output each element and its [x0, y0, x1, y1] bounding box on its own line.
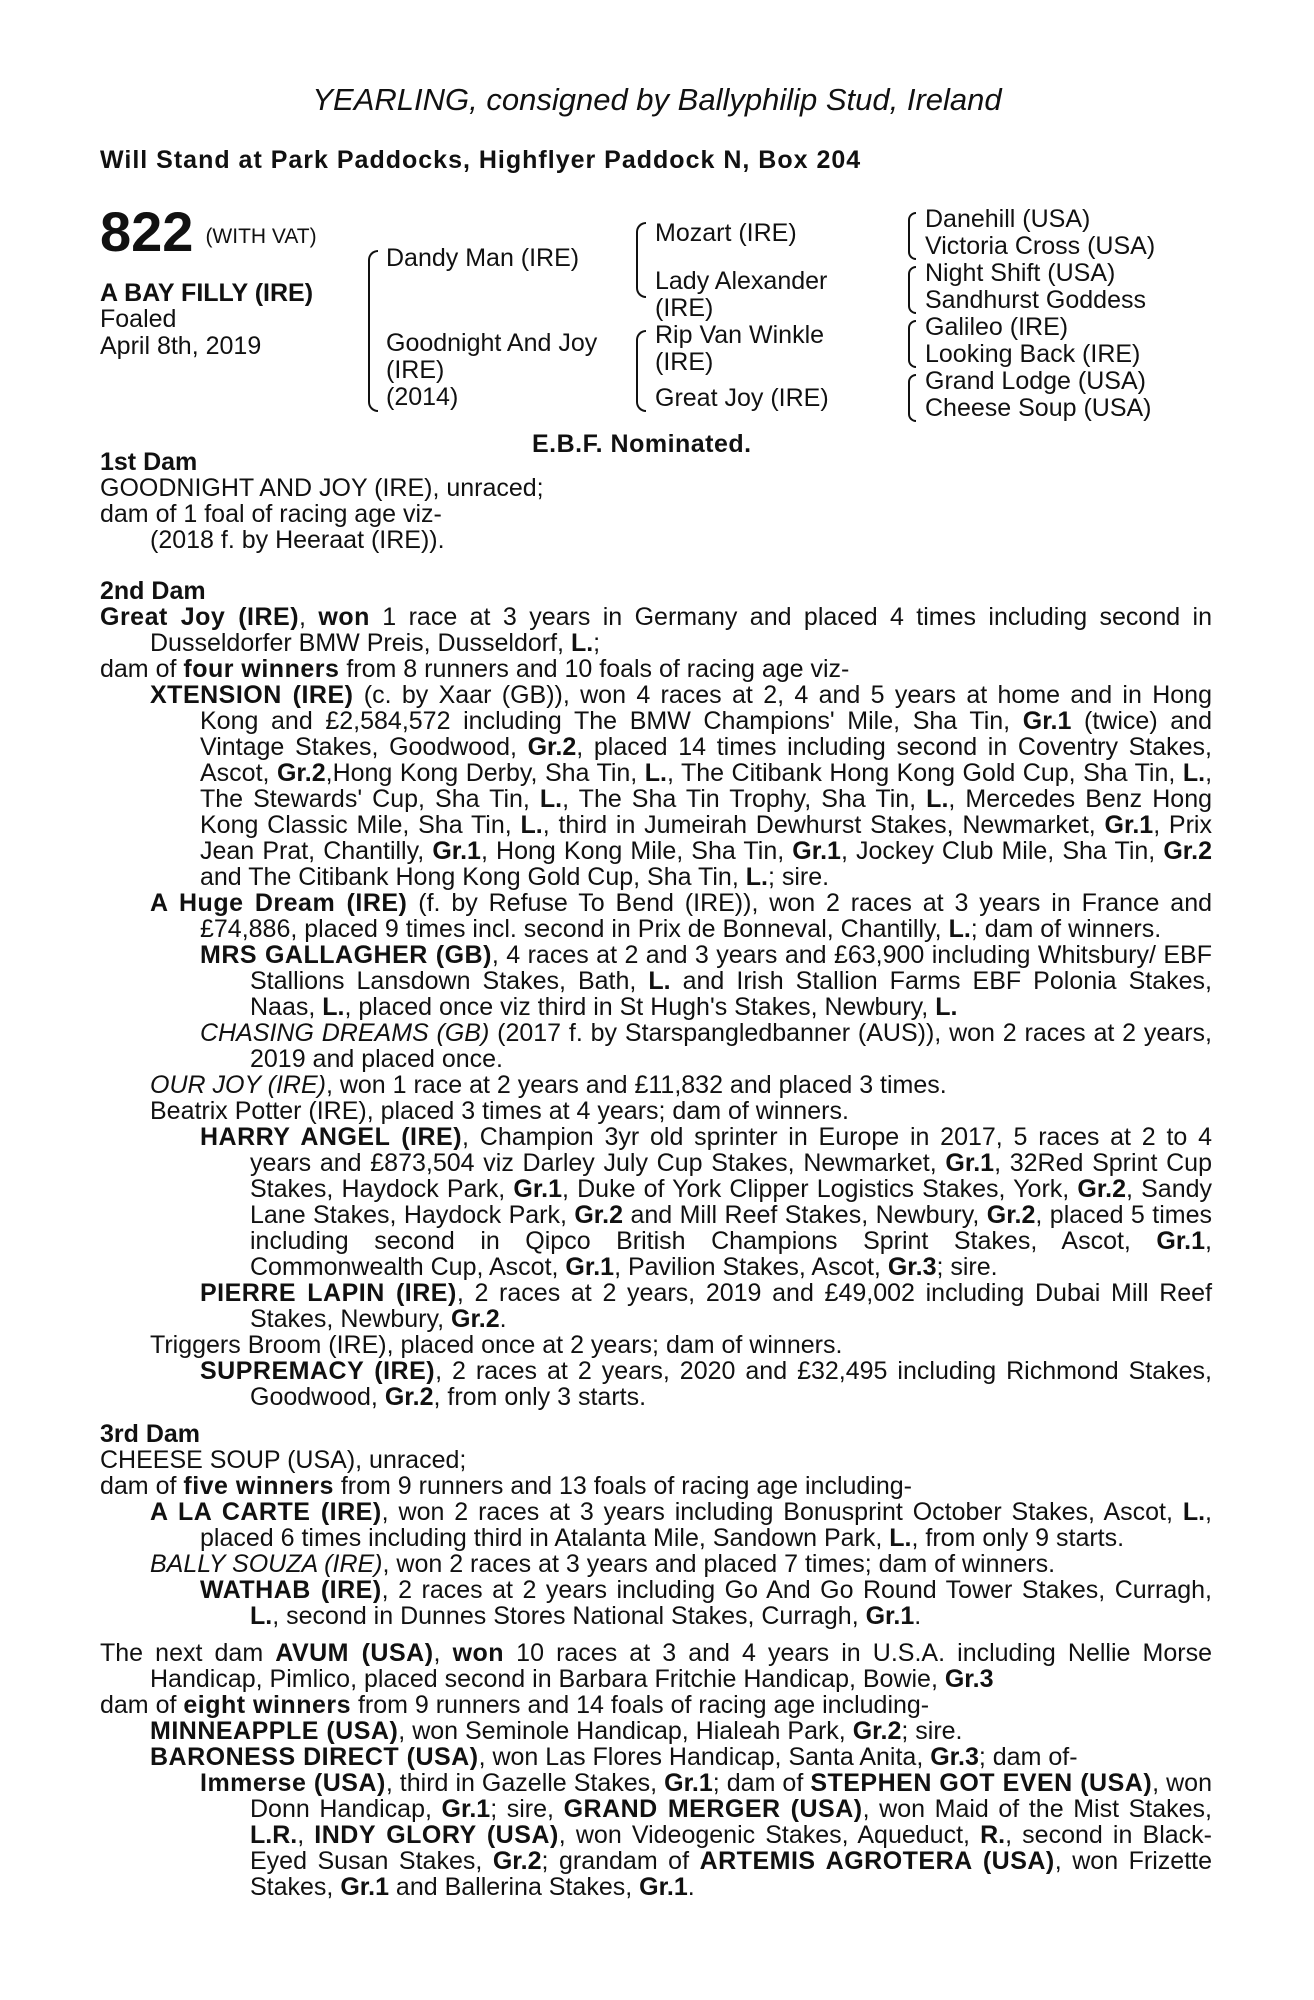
horse-name: Great Joy (IRE): [100, 603, 300, 631]
pedigree-brace-g3-4: [908, 374, 916, 422]
stand-location: Will Stand at Park Paddocks, Highflyer Paddock N, Box 204: [100, 146, 862, 174]
horse-name: A Huge Dream (IRE): [150, 889, 408, 917]
winners-count: eight winners: [183, 1691, 352, 1719]
text: , 2 races at 2 years, 2019 and £49,002 including Dubai Mill Reef Stakes, Newbury,: [250, 1279, 1213, 1333]
grade: Gr.2: [451, 1305, 500, 1333]
text: (f. by Refuse To Bend (IRE)), won 2 races at 3 years in France and £74,886, placed 9 times incl. second in Prix de Bonneval, Chantilly,: [200, 889, 1212, 943]
text: , Prix Jean Prat, Chantilly,: [200, 811, 1212, 865]
grade: L.: [1182, 1498, 1206, 1526]
pedigree-brace-dam: [636, 330, 646, 412]
lot-number: 822: [100, 200, 194, 263]
horse-name: INDY GLORY (USA): [314, 1821, 559, 1849]
text: ; grandam of: [541, 1847, 700, 1875]
first-dam-title: 1st Dam: [100, 448, 198, 476]
grade: Gr.1: [639, 1873, 688, 1901]
produce-entry: [100, 1358, 1212, 1410]
grade: Gr.2: [1163, 837, 1213, 865]
grade: Gr.2: [492, 1847, 542, 1875]
text: , won Las Flores Handicap, Santa Anita,: [478, 1743, 931, 1771]
grade: Gr.1: [1104, 811, 1154, 839]
grade: L.: [539, 785, 563, 813]
pedigree-brace-sire: [636, 222, 646, 298]
pedigree-brace-g3-2: [908, 266, 916, 314]
text: 1 race at 3 years in Germany and placed 4 times including second in Dusseldorfer BMW Preis, Dusseldorf,: [150, 603, 1212, 657]
grade: Gr.1: [945, 1149, 995, 1177]
horse-name: STEPHEN GOT EVEN (USA): [810, 1769, 1153, 1797]
next-dam-produce: [100, 1692, 1212, 1718]
produce-entry: [100, 1770, 1212, 1900]
horse-name: XTENSION (IRE): [150, 681, 354, 709]
grade: L.: [889, 1524, 912, 1552]
foaled-date: April 8th, 2019: [100, 332, 262, 360]
first-dam-section: [100, 449, 1212, 553]
text: , won 2 races at 3 years and placed 7 times; dam of winners.: [382, 1550, 1056, 1578]
grade: L.: [926, 785, 949, 813]
horse-name: OUR JOY (IRE): [150, 1071, 326, 1099]
horse-name: CHASING DREAMS (GB): [200, 1019, 490, 1047]
consignor-heading: YEARLING, consigned by Ballyphilip Stud, Ireland: [312, 82, 1002, 117]
pedigree-dam-line: (2014): [386, 383, 459, 411]
text: ; dam of-: [978, 1743, 1078, 1771]
text: , from only 3 starts.: [433, 1383, 647, 1411]
grade: L.: [250, 1602, 273, 1630]
foaled-block: [100, 306, 261, 360]
grade: Gr.1: [1156, 1227, 1206, 1255]
pedigree-brace-g3-1: [908, 212, 916, 260]
text: , placed once viz third in St Hugh's Stakes, Newbury,: [344, 993, 936, 1021]
grade: Gr.2: [1077, 1175, 1127, 1203]
pedigree-gen3-name: Night Shift (USA): [925, 259, 1116, 287]
text: dam of: [100, 1472, 184, 1500]
grade: Gr.1: [1022, 707, 1072, 735]
text: , third in Gazelle Stakes,: [385, 1769, 665, 1797]
grade: Gr.1: [664, 1769, 713, 1797]
text: , won Videogenic Stakes, Aqueduct,: [558, 1821, 981, 1849]
horse-name: MRS GALLAGHER (GB): [200, 941, 492, 969]
text: , 2 races at 2 years including Go And Go Round Tower Stakes, Curragh,: [381, 1576, 1212, 1604]
grade: L.: [322, 993, 345, 1021]
text: , 32Red Sprint Cup Stakes, Haydock Park,: [250, 1149, 1212, 1203]
text: , Commonwealth Cup, Ascot,: [250, 1227, 1212, 1281]
pedigree-gen3-name: Cheese Soup (USA): [925, 394, 1152, 422]
produce-entry: [100, 1072, 1212, 1098]
horse-name: WATHAB (IRE): [200, 1576, 382, 1604]
text: , won Donn Handicap,: [250, 1769, 1212, 1823]
pedigree-gen3-name: Sandhurst Goddess: [925, 286, 1146, 314]
text: .: [687, 1873, 695, 1901]
pedigree-gen3-name: Looking Back (IRE): [925, 340, 1141, 368]
text: .: [914, 1602, 922, 1630]
winners-count: four winners: [183, 655, 340, 683]
produce-entry: [100, 1577, 1212, 1629]
grade: L.: [935, 993, 958, 1021]
pedigree-gen3-name: Victoria Cross (USA): [925, 232, 1156, 260]
text: .: [499, 1305, 507, 1333]
grade: Gr.1: [792, 837, 841, 865]
second-dam-produce: [100, 656, 1212, 682]
text: 10 races at 3 and 4 years in U.S.A. including Nellie Morse Handicap, Pimlico, placed second in Barbara Fritchie Handicap, Bowie,: [150, 1639, 1212, 1693]
text: , second in Black-Eyed Susan Stakes,: [250, 1821, 1212, 1875]
grade: Gr.1: [513, 1175, 563, 1203]
text: (twice) and Vintage Stakes, Goodwood,: [200, 707, 1212, 761]
pedigree-dam: [386, 330, 597, 411]
pedigree-gen2-name: (IRE): [655, 294, 714, 322]
grade: Gr.2: [384, 1383, 434, 1411]
text: ; dam of: [712, 1769, 811, 1797]
horse-name: SUPREMACY (IRE): [200, 1357, 436, 1385]
text: ;: [593, 629, 601, 657]
first-dam-line: GOODNIGHT AND JOY (IRE), unraced;: [100, 474, 544, 502]
text: and The Citibank Hong Kong Gold Cup, Sha Tin,: [200, 863, 746, 891]
text: ; sire,: [490, 1795, 564, 1823]
text: , second in Dunnes Stores National Stakes, Curragh,: [272, 1602, 866, 1630]
next-dam-section: [100, 1640, 1212, 1900]
text: , Champion 3yr old sprinter in Europe in 2017, 5 races at 2 to 4 years and £873,504 viz Darley July Cup Stakes, Newmarket,: [250, 1123, 1212, 1177]
text: , placed 5 times including second in Qipco British Champions Sprint Stakes, Ascot,: [250, 1201, 1212, 1255]
vat-note: (WITH VAT): [205, 225, 317, 248]
text: , The Sha Tin Trophy, Sha Tin,: [562, 785, 927, 813]
grade: Gr.2: [852, 1717, 902, 1745]
grade: L.R.: [250, 1821, 298, 1849]
grade: Gr.3: [930, 1743, 979, 1771]
winners-count: five winners: [183, 1472, 334, 1500]
text: from 8 runners and 10 foals of racing age viz-: [339, 655, 850, 683]
pedigree-dam-line: Goodnight And Joy: [386, 329, 598, 357]
text: , Sandy Lane Stakes, Haydock Park,: [250, 1175, 1212, 1229]
next-dam-intro: The next dam AVUM (USA), won 10 races at 3 and 4 years in U.S.A. including Nellie Morse Handicap, Pimlico, placed second in Barbara Fritchie Handicap, Bowie, Gr.3: [100, 1639, 1212, 1693]
grade: L.: [948, 915, 971, 943]
pedigree-dam-line: (IRE): [386, 356, 445, 384]
horse-name: PIERRE LAPIN (IRE): [200, 1279, 457, 1307]
horse-name: BALLY SOUZA (IRE): [150, 1550, 383, 1578]
produce-entry: [100, 1744, 1212, 1770]
grade: Gr.2: [574, 1201, 624, 1229]
second-dam-intro: Great Joy (IRE), won 1 race at 3 years in Germany and placed 4 times including second in Dusseldorfer BMW Preis, Dusseldorf, L.;: [100, 603, 1212, 657]
grade: L.: [520, 811, 543, 839]
text: The next dam: [100, 1639, 276, 1667]
horse-name: A LA CARTE (IRE): [150, 1498, 382, 1526]
grade: Gr.1: [865, 1602, 915, 1630]
produce-entry: [100, 1718, 1212, 1744]
text: and Irish Stallion Farms EBF Polonia Stakes, Naas,: [250, 967, 1212, 1021]
produce-entry: Triggers Broom (IRE), placed once at 2 years; dam of winners.: [150, 1331, 843, 1359]
pedigree-gen2-name: Lady Alexander: [655, 267, 828, 295]
pedigree-gen2: [655, 220, 829, 412]
text: , Jockey Club Mile, Sha Tin,: [840, 837, 1164, 865]
lot-title: A BAY FILLY (IRE): [100, 279, 314, 307]
pedigree-gen2-name: Mozart (IRE): [655, 219, 797, 247]
text: (2017 f. by Starspangledbanner (AUS)), won 2 races at 2 years, 2019 and placed once.: [250, 1019, 1212, 1073]
text: , The Citibank Hong Kong Gold Cup, Sha Tin,: [666, 759, 1183, 787]
grade: R.: [980, 1821, 1006, 1849]
pedigree-sire: Dandy Man (IRE): [386, 244, 580, 272]
grade: Gr.1: [340, 1873, 389, 1901]
ebf-nominated: E.B.F. Nominated.: [532, 430, 752, 458]
won-word: won: [318, 603, 370, 631]
pedigree-gen2-name: (IRE): [655, 348, 714, 376]
text: dam of: [100, 1691, 184, 1719]
text: , Duke of York Clipper Logistics Stakes, York,: [562, 1175, 1078, 1203]
text: , 2 races at 2 years, 2020 and £32,495 including Richmond Stakes, Goodwood,: [250, 1357, 1212, 1411]
pedigree-gen3: [925, 206, 1155, 422]
second-dam-section: [100, 578, 1212, 1410]
third-dam-produce: [100, 1473, 1212, 1499]
foaled-label: Foaled: [100, 305, 177, 333]
grade: L.: [745, 863, 768, 891]
text: , won Frizette Stakes,: [250, 1847, 1212, 1901]
grade: L.: [644, 759, 667, 787]
text: and Mill Reef Stakes, Newbury,: [623, 1201, 987, 1229]
pedigree-brace-g3-3: [908, 320, 916, 368]
produce-entry: [100, 682, 1212, 890]
text: , third in Jumeirah Dewhurst Stakes, Newmarket,: [542, 811, 1105, 839]
text: ,: [297, 1821, 315, 1849]
grade: Gr.2: [986, 1201, 1036, 1229]
text: , placed 14 times including second in Coventry Stakes, Ascot,: [200, 733, 1212, 787]
text: , from only 9 starts.: [911, 1524, 1125, 1552]
pedigree-brace-gen1: [368, 250, 378, 412]
text: ; dam of winners.: [970, 915, 1162, 943]
text: ,Hong Kong Derby, Sha Tin,: [325, 759, 645, 787]
horse-name: GRAND MERGER (USA): [563, 1795, 863, 1823]
produce-entry: [100, 1280, 1212, 1332]
produce-entry: [100, 1551, 1212, 1577]
horse-name: MINNEAPPLE (USA): [150, 1717, 399, 1745]
text: , won 1 race at 2 years and £11,832 and placed 3 times.: [325, 1071, 947, 1099]
produce-entry: [100, 1020, 1212, 1072]
text: , The Stewards' Cup, Sha Tin,: [200, 759, 1213, 813]
won-word: won: [452, 1639, 505, 1667]
first-dam-line: (2018 f. by Heeraat (IRE)).: [150, 526, 445, 554]
text: , Pavilion Stakes, Ascot,: [614, 1253, 888, 1281]
pedigree-gen3-name: Danehill (USA): [925, 205, 1091, 233]
first-dam-line: dam of 1 foal of racing age viz-: [100, 500, 442, 528]
text: , Mercedes Benz Hong Kong Classic Mile, Sha Tin,: [200, 785, 1212, 839]
grade: Gr.1: [441, 1795, 491, 1823]
produce-entry: [100, 890, 1212, 942]
text: , 4 races at 2 and 3 years and £63,900 including Whitsbury/ EBF Stallions Lansdown Stakes, Bath,: [250, 941, 1212, 995]
produce-entry: [100, 1124, 1212, 1280]
text: ; sire.: [767, 863, 830, 891]
produce-entry: Beatrix Potter (IRE), placed 3 times at 4 years; dam of winners.: [150, 1097, 849, 1125]
horse-name: Immerse (USA): [200, 1769, 386, 1797]
text: , Hong Kong Mile, Sha Tin,: [480, 837, 793, 865]
text: and Ballerina Stakes,: [388, 1873, 640, 1901]
grade: Gr.1: [565, 1253, 615, 1281]
text: ; sire.: [936, 1253, 998, 1281]
pedigree-gen2-name: Rip Van Winkle: [655, 321, 825, 349]
produce-entry: [100, 942, 1212, 1020]
lot-number-block: [100, 200, 317, 263]
text: dam of: [100, 655, 184, 683]
text: from 9 runners and 14 foals of racing age including-: [351, 1691, 930, 1719]
horse-name: BARONESS DIRECT (USA): [150, 1743, 479, 1771]
text: , placed 6 times including third in Atalanta Mile, Sandown Park,: [200, 1498, 1212, 1552]
grade: Gr.1: [432, 837, 481, 865]
text: from 9 runners and 13 foals of racing age including-: [333, 1472, 912, 1500]
grade: L.: [570, 629, 594, 657]
pedigree-gen3-name: Grand Lodge (USA): [925, 367, 1146, 395]
grade: L.: [648, 967, 671, 995]
text: ; sire.: [901, 1717, 963, 1745]
grade: Gr.2: [276, 759, 326, 787]
horse-name: HARRY ANGEL (IRE): [200, 1123, 463, 1151]
third-dam-line: CHEESE SOUP (USA), unraced;: [100, 1446, 467, 1474]
third-dam-section: [100, 1421, 1212, 1629]
grade: Gr.3: [944, 1665, 994, 1693]
text: (c. by Xaar (GB)), won 4 races at 2, 4 and 5 years at home and in Hong Kong and £2,584,572 including The BMW Champions' Mile, Sha Tin,: [200, 681, 1212, 735]
text: , won Maid of the Mist Stakes,: [862, 1795, 1212, 1823]
third-dam-title: 3rd Dam: [100, 1420, 201, 1448]
horse-name: AVUM (USA): [275, 1639, 434, 1667]
grade: L.: [1182, 759, 1206, 787]
grade: Gr.3: [887, 1253, 937, 1281]
horse-name: ARTEMIS AGROTERA (USA): [699, 1847, 1055, 1875]
text: , won Seminole Handicap, Hialeah Park,: [398, 1717, 853, 1745]
grade: Gr.2: [527, 733, 577, 761]
second-dam-title: 2nd Dam: [100, 577, 206, 605]
produce-entry: [100, 1499, 1212, 1551]
pedigree-gen3-name: Galileo (IRE): [925, 313, 1069, 341]
pedigree-gen2-name: Great Joy (IRE): [655, 384, 829, 412]
text: , won 2 races at 3 years including Bonusprint October Stakes, Ascot,: [381, 1498, 1183, 1526]
